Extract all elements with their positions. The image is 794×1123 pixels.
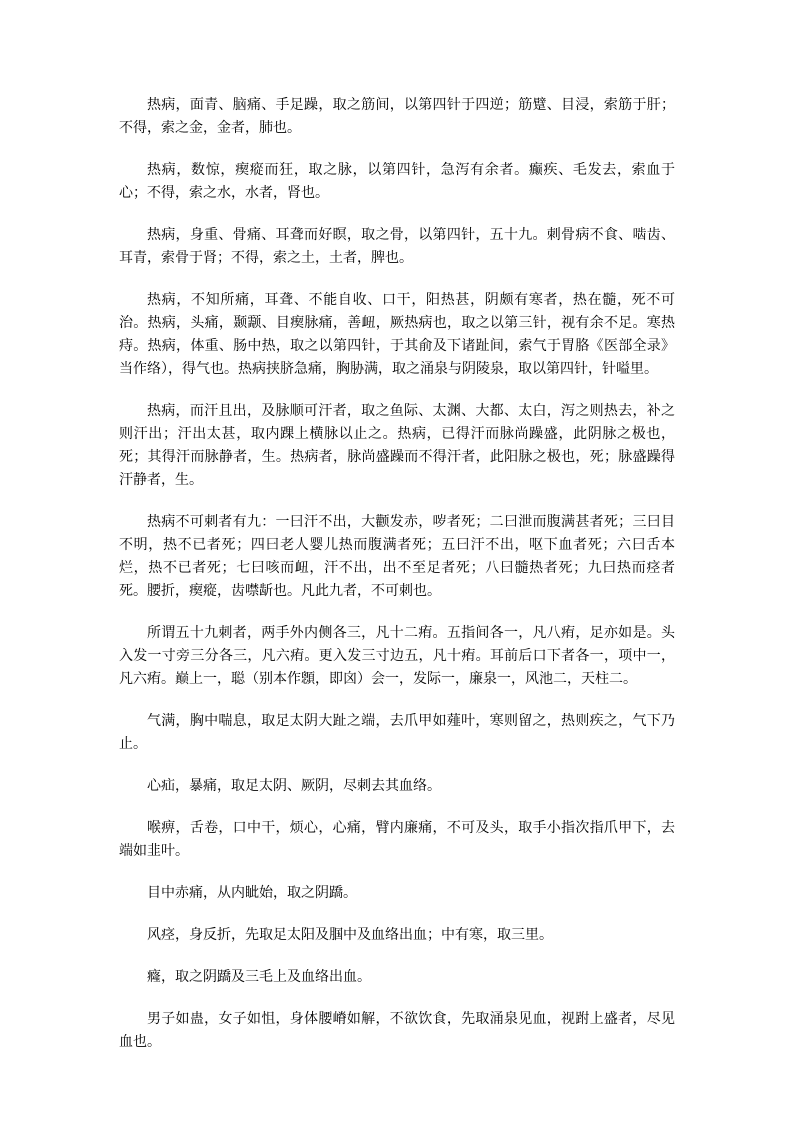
paragraph-11: 目中赤痛，从内眦始，取之阴蹻。 bbox=[147, 885, 357, 901]
paragraph-1: 热病，面青、脑痛、手足躁，取之筋间，以第四针于四逆；筋躄、目浸，索筋于肝；不得，索之金，金者，肺也。 bbox=[119, 97, 675, 136]
paragraph-5: 热病，而汗且出，及脉顺可汗者，取之鱼际、太渊、大都、太白，泻之则热去，补之则汗出；汗出太甚，取内踝上横脉以止之。热病，已得汗而脉尚躁盛，此阴脉之极也，死；其得汗而脉静者，生。热病者，脉尚盛躁而不得汗者，此阳脉之极也，死；脉盛躁得汗静者，生。 bbox=[119, 403, 675, 488]
paragraph-6: 热病不可刺者有九：一曰汗不出，大颧发赤，哕者死；二曰泄而腹满甚者死；三曰目不明，热不已者死；四曰老人婴儿热而腹满者死；五曰汗不出，呕下血者死；六曰舌本烂，热不已者死；七曰咳而衄，汗不出，出不至足者死；八曰髓热者死；九曰热而痉者死。腰折，瘈瘲，齿噤龂也。凡此九者，不可刺也。 bbox=[119, 514, 675, 599]
paragraph-13: 癃，取之阴蹻及三毛上及血络出血。 bbox=[147, 969, 371, 985]
paragraph-4: 热病，不知所痛，耳聋、不能自收、口干，阳热甚，阴颇有寒者，热在髓，死不可治。热病，头痛，颞颥、目瘈脉痛，善衄，厥热病也，取之以第三针，视有余不足。寒热痔。热病，体重、肠中热，取之以第四针，于其俞及下诸趾间，索气于胃胳《医部全录》当作络），得气也。热病挟脐急痛，胸胁满，取之涌泉与阴陵泉，取以第四针，针嗌里。 bbox=[119, 292, 675, 377]
paragraph-14: 男子如蛊，女子如怚，身体腰嵴如解，不欲饮食，先取涌泉见血，视跗上盛者，尽见血也。 bbox=[119, 1011, 675, 1050]
paragraph-2: 热病，数惊，瘈瘲而狂，取之脉，以第四针，急泻有余者。癫疾、毛发去，索血于心；不得，索之水，水者，肾也。 bbox=[119, 162, 675, 201]
paragraph-3: 热病，身重、骨痛、耳聋而好瞑，取之骨，以第四针，五十九。刺骨病不食、啮齿、耳青，索骨于肾；不得，索之土，土者，脾也。 bbox=[119, 227, 675, 266]
document-page bbox=[119, 94, 675, 1073]
paragraph-8: 气满，胸中喘息，取足太阴大趾之端，去爪甲如薤叶，寒则留之，热则疾之，气下乃止。 bbox=[119, 713, 675, 752]
paragraph-7: 所谓五十九刺者，两手外内侧各三，凡十二痏。五指间各一，凡八痏，足亦如是。头入发一寸旁三分各三，凡六痏。更入发三寸边五，凡十痏。耳前后口下者各一，项中一，凡六痏。巅上一，聪（别本作顖，即囟）会一，发际一，廉泉一，风池二，天柱二。 bbox=[119, 625, 675, 687]
paragraph-10: 喉痹，舌卷，口中干，烦心，心痛，臂内廉痛，不可及头，取手小指次指爪甲下，去端如韭叶。 bbox=[119, 820, 675, 859]
paragraph-9: 心疝，暴痛，取足太阴、厥阴，尽刺去其血络。 bbox=[147, 778, 441, 794]
paragraph-12: 风痉，身反折，先取足太阳及腘中及血络出血；中有寒，取三里。 bbox=[147, 927, 553, 943]
